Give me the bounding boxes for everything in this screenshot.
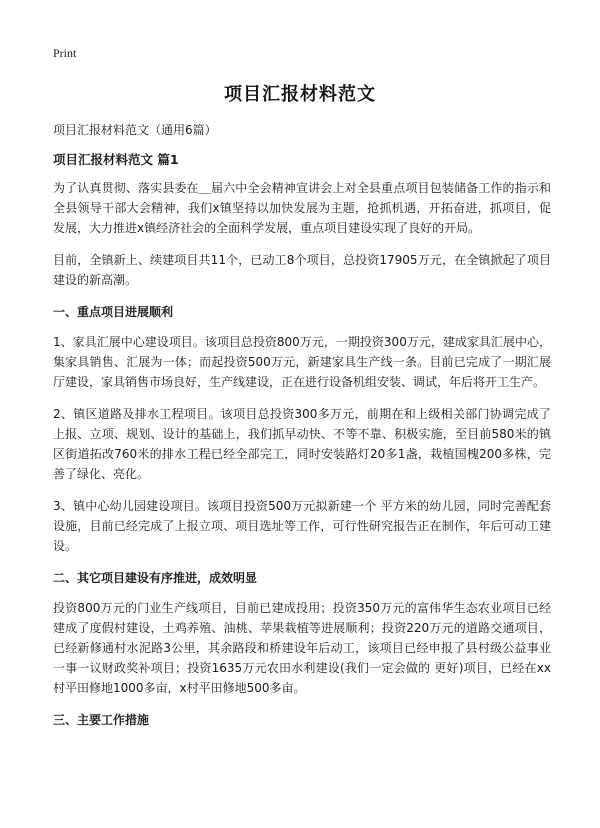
heading-key-projects: 一、重点项目进展顺利: [53, 305, 174, 319]
project-item-1: 1、家具汇展中心建设项目。该项目总投资800万元，一期投资300万元，建成家具汇展中心，集家具销售、汇展为一体；而起投资500万元，新建家具生产线一条。目前已完成了一期汇展厅建设，家具销售市场良好，生产线建设，正在进行设备机组安装、调试，年后将开工生产。: [53, 335, 551, 389]
section-heading: 项目汇报材料范文 篇1: [53, 152, 179, 167]
print-link[interactable]: Print: [53, 46, 77, 60]
intro-paragraph-1: 为了认真贯彻、落实县委在＿届六中全会精神宣讲会上对全县重点项目包装储备工作的指示和全县领导干部大会精神，我们x镇坚持以加快发展为主题，抢抓机遇，开拓奋进，抓项目，促发展，大力推进x镇经济社会的全面科学发展，重点项目建设实现了良好的开局。: [53, 181, 551, 235]
intro-paragraph-2: 目前，全镇新上、续建项目共11个，已动工8个项目，总投资17905万元，在全镇掀起了项目建设的新高潮。: [53, 253, 551, 287]
document-title: 项目汇报材料范文: [224, 84, 376, 105]
document-subtitle: 项目汇报材料范文（通用6篇）: [53, 123, 217, 137]
heading-main-measures: 三、主要工作措施: [53, 713, 150, 727]
other-projects-paragraph: 投资800万元的门业生产线项目，目前已建成投用；投资350万元的富伟华生态农业项目已经建成了度假村建设，土鸡养殖、油桃、苹果栽植等进展顺利；投资220万元的道路交通项目，已经新修通村水泥路3公里，其余路段和桥建设年后动工，该项目已经申报了县村级公益事业一事一议财政奖补项目；投资1635万元农田水利建设(我们一定会做的 更好)项目，已经在xx村平田修地1000多亩，x村平田修地500多亩。: [53, 601, 551, 695]
document-body: [53, 120, 551, 740]
project-item-2: 2、镇区道路及排水工程项目。该项目总投资300多万元，前期在和上级相关部门协调完成了上报、立项、规划、设计的基础上，我们抓早动快、不等不靠、积极实施，至目前580米的镇区街道拓改760米的排水工程已经全部完工，同时安装路灯20多1盏，栽植国槐200多株，完善了绿化、亮化。: [53, 407, 551, 481]
heading-other-projects: 二、其它项目建设有序推进，成效明显: [53, 571, 258, 585]
project-item-3: 3、镇中心幼儿园建设项目。该项目投资500万元拟新建一个 平方米的幼儿园，同时完善配套设施，目前已经完成了上报立项、项目选址等工作，可行性研究报告正在制作，年后可动工建设。: [53, 499, 551, 553]
